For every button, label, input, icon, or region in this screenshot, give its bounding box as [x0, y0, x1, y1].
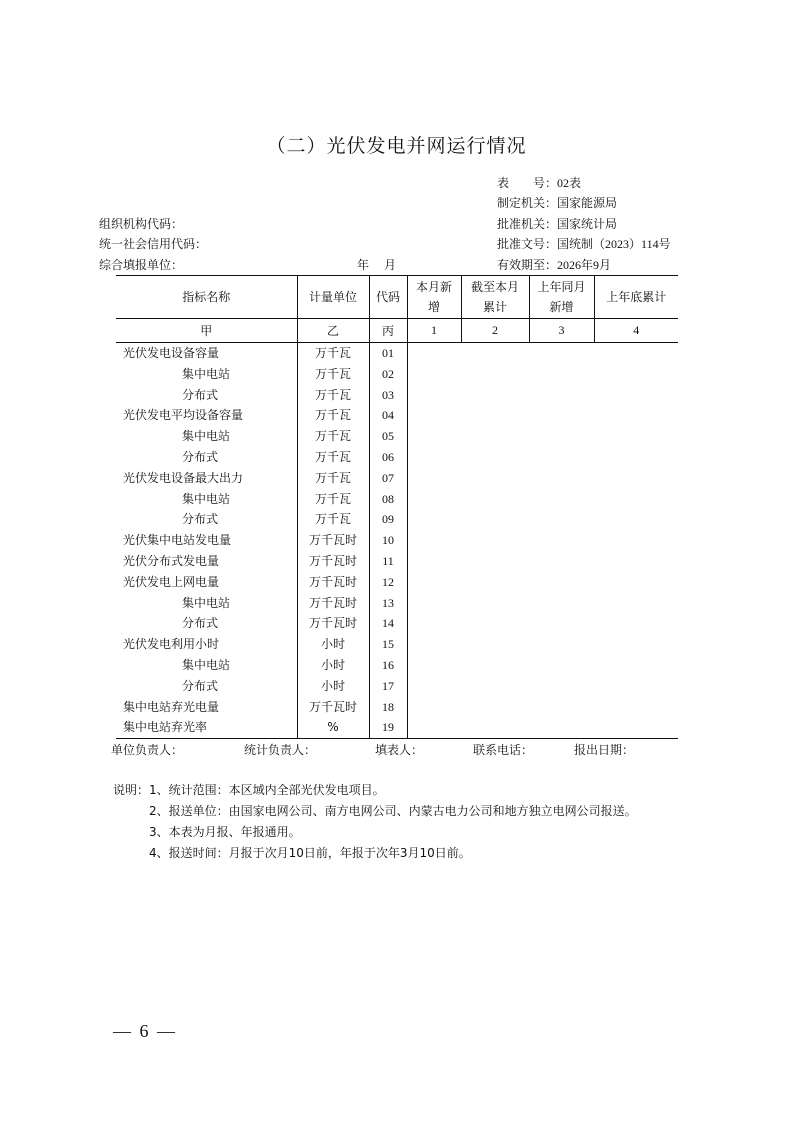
indicator-name: 集中电站: [182, 491, 231, 506]
value-cell[interactable]: [407, 468, 461, 489]
indicator-name: 光伏发电利用小时: [123, 637, 220, 652]
value-cell[interactable]: [529, 426, 594, 447]
table-row: [116, 717, 678, 738]
code-cell: 01: [369, 343, 407, 364]
indicator-name: 集中电站弃光电量: [123, 699, 220, 714]
value-cell[interactable]: [461, 697, 529, 718]
valid-until: [497, 258, 611, 272]
unit-cell: 小时: [297, 676, 369, 697]
value-cell[interactable]: [407, 613, 461, 634]
indicator-name: 集中电站: [182, 595, 231, 610]
code-cell: 05: [369, 426, 407, 447]
valid-until-label: 有效期至：: [497, 258, 558, 272]
column-header: [461, 276, 529, 319]
table-header-row: [116, 276, 678, 319]
code-cell: 06: [369, 447, 407, 468]
column-header-text: 上年同月: [537, 280, 586, 294]
value-cell[interactable]: [594, 364, 678, 385]
statistics-table: [116, 275, 678, 739]
unit-cell: 万千瓦: [297, 489, 369, 510]
value-cell[interactable]: [461, 405, 529, 426]
code-cell: 11: [369, 551, 407, 572]
value-cell[interactable]: [529, 343, 594, 364]
value-cell[interactable]: [594, 593, 678, 614]
value-cell[interactable]: [461, 468, 529, 489]
note-item: 2、报送单位：由国家电网公司、南方电网公司、内蒙古电力公司和地方独立电网公司报送。: [149, 804, 637, 818]
unit-cell: 万千瓦: [297, 385, 369, 406]
table-row: [116, 343, 678, 364]
phone-label: 联系电话：: [473, 743, 534, 757]
approving-authority-label: 批准机关：: [497, 217, 558, 231]
column-header-text: 新增: [549, 300, 574, 314]
value-cell[interactable]: [529, 697, 594, 718]
indicator-name: 集中电站: [182, 366, 231, 381]
value-cell[interactable]: [594, 385, 678, 406]
column-header: [407, 276, 461, 319]
column-header-text: 计量单位: [308, 290, 357, 304]
code-cell: 04: [369, 405, 407, 426]
indicator-name: 集中电站: [182, 429, 231, 444]
value-cell[interactable]: [594, 613, 678, 634]
code-cell: 03: [369, 385, 407, 406]
column-header-text: 本月新: [415, 280, 452, 294]
value-cell[interactable]: [594, 447, 678, 468]
value-cell[interactable]: [594, 697, 678, 718]
approving-authority: [497, 217, 617, 231]
value-cell[interactable]: [529, 676, 594, 697]
code-cell: 19: [369, 717, 407, 738]
value-cell[interactable]: [529, 717, 594, 738]
column-header: [529, 276, 594, 319]
value-cell[interactable]: [407, 343, 461, 364]
value-cell[interactable]: [461, 364, 529, 385]
column-subheader: 2: [461, 319, 529, 343]
form-number-value: 02表: [557, 176, 582, 190]
value-cell[interactable]: [594, 551, 678, 572]
code-cell: 02: [369, 364, 407, 385]
column-header-text: 增: [427, 300, 440, 314]
value-cell[interactable]: [529, 572, 594, 593]
value-cell[interactable]: [461, 676, 529, 697]
column-header: [297, 276, 369, 319]
credit-code-label: 统一社会信用代码：: [99, 237, 208, 251]
value-cell[interactable]: [461, 655, 529, 676]
code-cell: 15: [369, 634, 407, 655]
table-row: [116, 593, 678, 614]
indicator-name: 集中电站弃光率: [116, 717, 297, 738]
value-cell[interactable]: [529, 530, 594, 551]
table-row: [116, 697, 678, 718]
unit-cell: 万千瓦: [297, 343, 369, 364]
org-code-label: 组织机构代码：: [99, 217, 184, 231]
unit-cell: %: [297, 717, 369, 738]
unit-cell: 万千瓦时: [297, 551, 369, 572]
notes-label: 说明：: [113, 783, 150, 797]
value-cell[interactable]: [529, 593, 594, 614]
code-cell: 10: [369, 530, 407, 551]
code-cell: 08: [369, 489, 407, 510]
value-cell[interactable]: [407, 489, 461, 510]
column-header-text: 指标名称: [182, 290, 231, 304]
table-row: [116, 364, 678, 385]
value-cell[interactable]: [407, 717, 461, 738]
value-cell[interactable]: [407, 426, 461, 447]
value-cell[interactable]: [529, 405, 594, 426]
unit-cell: 万千瓦: [297, 364, 369, 385]
value-cell[interactable]: [529, 447, 594, 468]
unit-cell: 小时: [297, 655, 369, 676]
unit-cell: 万千瓦时: [297, 593, 369, 614]
table-row: [116, 530, 678, 551]
reporting-unit-label: 综合填报单位：: [99, 258, 184, 272]
table-body: [116, 343, 678, 739]
value-cell[interactable]: [461, 634, 529, 655]
indicator-name: 分布式: [182, 387, 219, 402]
value-cell[interactable]: [529, 655, 594, 676]
value-cell[interactable]: [594, 405, 678, 426]
value-cell[interactable]: [529, 489, 594, 510]
column-subheader: 甲: [116, 319, 297, 343]
column-subheader: 1: [407, 319, 461, 343]
table-row: [116, 447, 678, 468]
column-header-text: 累计: [482, 300, 507, 314]
value-cell[interactable]: [407, 509, 461, 530]
value-cell[interactable]: [461, 717, 529, 738]
value-cell[interactable]: [407, 385, 461, 406]
indicator-name: 光伏发电平均设备容量: [123, 408, 244, 423]
unit-cell: 万千瓦: [297, 468, 369, 489]
value-cell[interactable]: [461, 385, 529, 406]
value-cell[interactable]: [461, 489, 529, 510]
value-cell[interactable]: [594, 634, 678, 655]
value-cell[interactable]: [461, 509, 529, 530]
column-subheader: 4: [594, 319, 678, 343]
value-cell[interactable]: [529, 509, 594, 530]
value-cell[interactable]: [594, 572, 678, 593]
value-cell[interactable]: [529, 468, 594, 489]
value-cell[interactable]: [461, 530, 529, 551]
indicator-name: 分布式: [182, 616, 219, 631]
code-cell: 17: [369, 676, 407, 697]
code-cell: 16: [369, 655, 407, 676]
table-row: [116, 551, 678, 572]
value-cell[interactable]: [594, 530, 678, 551]
form-number: [497, 176, 581, 190]
value-cell[interactable]: [461, 551, 529, 572]
value-cell[interactable]: [461, 572, 529, 593]
value-cell[interactable]: [594, 343, 678, 364]
value-cell[interactable]: [407, 405, 461, 426]
indicator-name: 分布式: [182, 449, 219, 464]
value-cell[interactable]: [594, 676, 678, 697]
unit-cell: 万千瓦: [297, 426, 369, 447]
unit-cell: 万千瓦时: [297, 530, 369, 551]
value-cell[interactable]: [407, 551, 461, 572]
page-number: — 6 —: [113, 1021, 177, 1041]
table-row: [116, 426, 678, 447]
unit-cell: 万千瓦: [297, 509, 369, 530]
value-cell[interactable]: [407, 447, 461, 468]
unit-cell: 万千瓦时: [297, 697, 369, 718]
value-cell[interactable]: [594, 655, 678, 676]
approval-document: [497, 237, 671, 251]
table-row: [116, 634, 678, 655]
table-row: [116, 509, 678, 530]
indicator-name: 光伏分布式发电量: [123, 553, 220, 568]
unit-cell: 小时: [297, 634, 369, 655]
column-header: [594, 276, 678, 319]
code-cell: 07: [369, 468, 407, 489]
year-label: 年: [357, 258, 370, 272]
value-cell[interactable]: [529, 551, 594, 572]
page-title: （二）光伏发电并网运行情况: [266, 135, 527, 157]
table-row: [116, 613, 678, 634]
indicator-name: 光伏发电设备容量: [123, 346, 220, 360]
table-row: [116, 489, 678, 510]
table-row: [116, 468, 678, 489]
value-cell[interactable]: [407, 593, 461, 614]
approving-authority-value: 国家统计局: [557, 217, 618, 231]
issuing-authority: [497, 196, 617, 210]
column-subheader: 乙: [297, 319, 369, 343]
indicator-name: 光伏发电上网电量: [123, 574, 220, 589]
code-cell: 18: [369, 697, 407, 718]
issuing-authority-label: 制定机关：: [497, 196, 558, 210]
value-cell[interactable]: [594, 426, 678, 447]
value-cell[interactable]: [461, 426, 529, 447]
value-cell[interactable]: [529, 634, 594, 655]
note-item: 4、报送时间：月报于次月10日前，年报于次年3月10日前。: [149, 846, 471, 860]
indicator-name: 集中电站: [182, 657, 231, 672]
filler-label: 填表人：: [375, 743, 424, 757]
indicator-name: 光伏发电设备最大出力: [123, 470, 244, 485]
code-cell: 14: [369, 613, 407, 634]
code-cell: 12: [369, 572, 407, 593]
stat-head-label: 统计负责人：: [244, 743, 317, 757]
month-label: 月: [384, 258, 397, 272]
indicator-name: 分布式: [182, 512, 219, 527]
value-cell[interactable]: [461, 447, 529, 468]
value-cell[interactable]: [594, 717, 678, 738]
column-header-text: 截至本月: [470, 280, 519, 294]
approval-document-label: 批准文号：: [497, 237, 558, 251]
value-cell[interactable]: [407, 697, 461, 718]
column-subheader: 丙: [369, 319, 407, 343]
value-cell[interactable]: [407, 655, 461, 676]
approval-document-value: 国统制（2023）114号: [557, 237, 671, 251]
report-date-label: 报出日期：: [574, 743, 635, 757]
value-cell[interactable]: [594, 509, 678, 530]
unit-cell: 万千瓦: [297, 447, 369, 468]
value-cell[interactable]: [529, 385, 594, 406]
value-cell[interactable]: [461, 613, 529, 634]
column-header-text: 上年底累计: [606, 290, 667, 304]
table-subheader-row: [116, 319, 678, 343]
indicator-name: 光伏集中电站发电量: [123, 533, 232, 548]
form-number-label: 表 号：: [497, 176, 558, 190]
value-cell[interactable]: [594, 489, 678, 510]
code-cell: 13: [369, 593, 407, 614]
column-subheader: 3: [529, 319, 594, 343]
value-cell[interactable]: [461, 593, 529, 614]
indicator-name: 分布式: [182, 678, 219, 693]
note-item: 1、统计范围：本区域内全部光伏发电项目。: [149, 783, 385, 797]
value-cell[interactable]: [407, 572, 461, 593]
note-item: 3、本表为月报、年报通用。: [149, 825, 301, 839]
table-row: [116, 385, 678, 406]
column-header-text: 代码: [375, 290, 400, 304]
table-row: [116, 572, 678, 593]
value-cell[interactable]: [407, 364, 461, 385]
column-header: [116, 276, 297, 319]
value-cell[interactable]: [407, 634, 461, 655]
issuing-authority-value: 国家能源局: [557, 196, 618, 210]
column-header: [369, 276, 407, 319]
value-cell[interactable]: [461, 343, 529, 364]
table-row: [116, 405, 678, 426]
unit-cell: 万千瓦时: [297, 572, 369, 593]
unit-head-label: 单位负责人：: [111, 743, 184, 757]
valid-until-value: 2026年9月: [557, 258, 612, 272]
unit-cell: 万千瓦时: [297, 613, 369, 634]
code-cell: 09: [369, 509, 407, 530]
value-cell[interactable]: [529, 364, 594, 385]
table-row: [116, 676, 678, 697]
value-cell[interactable]: [529, 613, 594, 634]
unit-cell: 万千瓦: [297, 405, 369, 426]
table-row: [116, 655, 678, 676]
value-cell[interactable]: [407, 676, 461, 697]
value-cell[interactable]: [594, 468, 678, 489]
value-cell[interactable]: [407, 530, 461, 551]
